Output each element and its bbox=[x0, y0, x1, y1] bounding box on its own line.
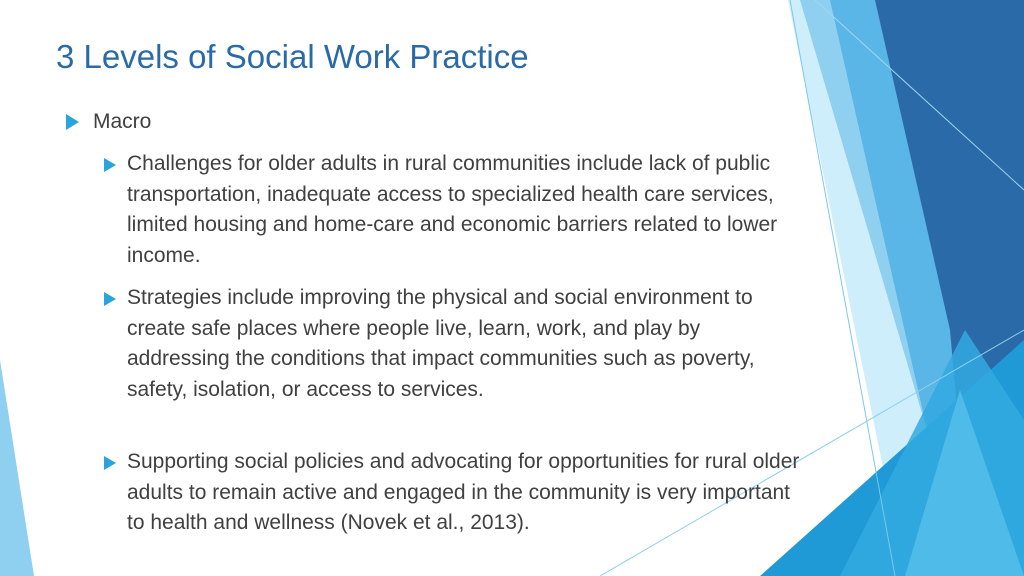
bullet-item bbox=[104, 447, 804, 539]
bullet-text: Challenges for older adults in rural communities include lack of public transportation, inadequate access to specialized health care services, limited housing and home-care and economic barriers related to lower income. bbox=[127, 152, 778, 267]
bullet-item bbox=[104, 283, 804, 405]
bullet-text: Strategies include improving the physical and social environment to create safe places where people live, learn, work, and play by addressing the conditions that impact communities such as poverty, safety, isolation, or access to services. bbox=[127, 286, 755, 401]
bullet-arrow-icon bbox=[104, 292, 116, 306]
bullet-item bbox=[104, 149, 804, 271]
left-edge-wedge bbox=[0, 360, 34, 576]
bullet-text: Supporting social policies and advocating for opportunities for rural older adults to remain active and engaged in the community is very important to health and wellness (Novek et al., 2013). bbox=[127, 450, 800, 534]
bullet-arrow-icon bbox=[104, 456, 116, 470]
slide-title: 3 Levels of Social Work Practice bbox=[56, 38, 529, 75]
level1-bullet-macro bbox=[66, 110, 151, 134]
level1-label: Macro bbox=[93, 110, 152, 133]
bullet-arrow-icon bbox=[66, 114, 79, 130]
bullet-arrow-icon bbox=[104, 158, 116, 172]
